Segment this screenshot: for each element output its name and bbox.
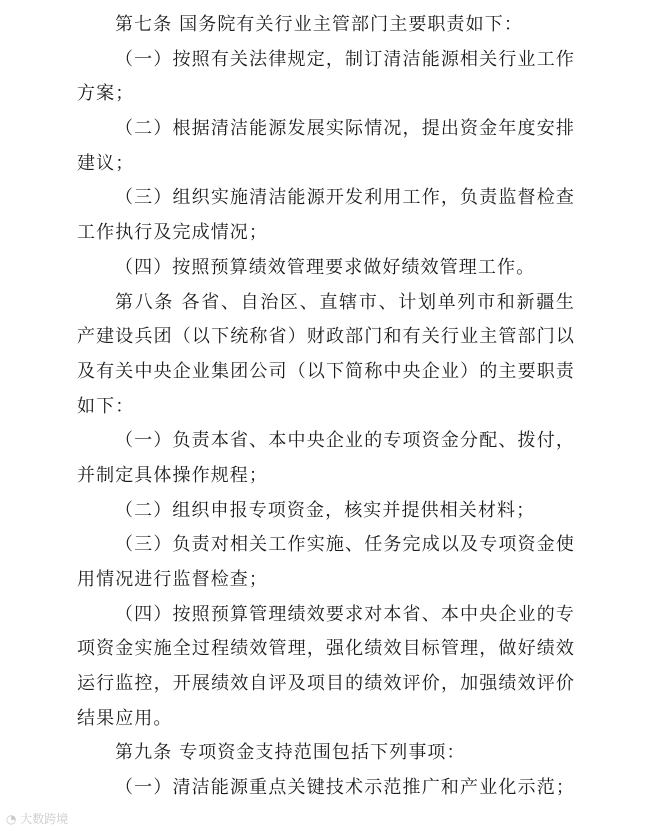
text-line: （四）按照预算管理绩效要求对本省、本中央企业的专 [115,603,575,625]
watermark: ◔ 大数跨境 [6,812,69,826]
text-line: 建议； [77,152,135,174]
text-line: （一）负责本省、本中央企业的专项资金分配、拨付， [115,430,575,452]
watermark-logo-icon: ◔ [6,812,21,826]
text-line: 第八条 各省、自治区、直辖市、计划单列市和新疆生 [115,291,575,313]
text-line: 产建设兵团（以下统称省）财政部门和有关行业主管部门以 [77,326,575,348]
text-line: 用情况进行监督检查； [77,569,268,590]
text-line: （四）按照预算绩效管理要求做好绩效管理工作。 [115,256,536,278]
text-line: （一）清洁能源重点关键技术示范推广和产业化示范； [115,777,575,799]
text-line: （三）负责对相关工作实施、任务完成以及专项资金使 [115,534,575,556]
text-line: 并制定具体操作规程； [77,464,268,486]
text-line: 结果应用。 [77,707,173,729]
text-line: 项资金实施全过程绩效管理，强化绩效目标管理，做好绩效 [77,638,575,660]
text-line: （一）按照有关法律规定，制订清洁能源相关行业工作 [115,48,575,70]
text-line: （三）组织实施清洁能源开发利用工作，负责监督检查 [115,187,575,209]
text-line: 第九条 专项资金支持范围包括下列事项： [115,742,466,764]
text-line: （二）根据清洁能源发展实际情况，提出资金年度安排 [115,118,575,140]
document-page [77,8,575,806]
text-line: 如下： [77,395,135,417]
text-line: 及有关中央企业集团公司（以下简称中央企业）的主要职责 [77,360,575,382]
text-line: 方案； [77,83,135,105]
text-line: 工作执行及完成情况； [77,222,268,244]
text-line: 第七条 国务院有关行业主管部门主要职责如下： [115,14,523,35]
text-line: （二）组织申报专项资金，核实并提供相关材料； [115,499,536,521]
text-line: 运行监控，开展绩效自评及项目的绩效评价，加强绩效评价 [77,673,575,695]
